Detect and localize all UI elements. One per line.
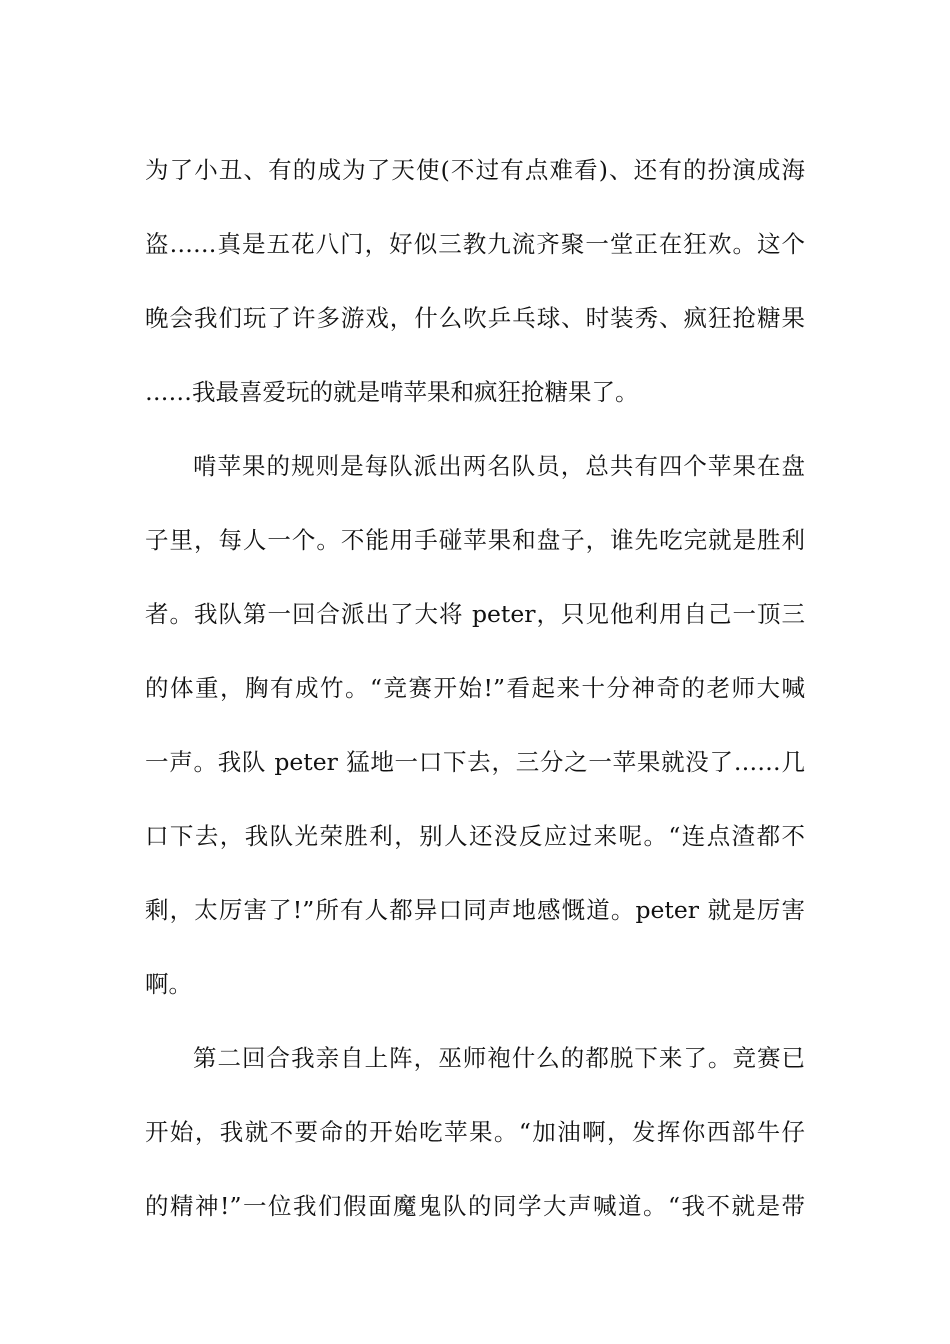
text-line: 啃苹果的规则是每队派出两名队员，总共有四个苹果在盘 bbox=[193, 452, 805, 480]
text-line: 开始，我就不要命的开始吃苹果。“加油啊，发挥你西部牛仔 bbox=[145, 1118, 805, 1146]
document-body bbox=[145, 133, 805, 1243]
text-line: 一声。我队 peter 猛地一口下去，三分之一苹果就没了……几 bbox=[145, 748, 805, 776]
text-line: 口下去，我队光荣胜利，别人还没反应过来呢。“连点渣都不 bbox=[145, 822, 805, 850]
text-line: 剩，太厉害了!”所有人都异口同声地感慨道。peter 就是厉害 bbox=[145, 896, 805, 924]
text-line: 晚会我们玩了许多游戏，什么吹乒乓球、时装秀、疯狂抢糖果 bbox=[145, 304, 805, 332]
text-line: 盗……真是五花八门，好似三教九流齐聚一堂正在狂欢。这个 bbox=[145, 230, 805, 258]
text-line: 子里，每人一个。不能用手碰苹果和盘子，谁先吃完就是胜利 bbox=[145, 526, 805, 554]
text-line: 啊。 bbox=[145, 970, 192, 998]
text-line: ……我最喜爱玩的就是啃苹果和疯狂抢糖果了。 bbox=[145, 378, 639, 406]
text-line: 的精神!”一位我们假面魔鬼队的同学大声喊道。“我不就是带 bbox=[145, 1192, 805, 1220]
text-line: 者。我队第一回合派出了大将 peter，只见他利用自己一顶三 bbox=[145, 600, 805, 628]
text-line: 为了小丑、有的成为了天使(不过有点难看)、还有的扮演成海 bbox=[145, 156, 805, 184]
text-line: 的体重，胸有成竹。“竞赛开始!”看起来十分神奇的老师大喊 bbox=[145, 674, 805, 702]
text-line: 第二回合我亲自上阵，巫师袍什么的都脱下来了。竞赛已 bbox=[193, 1044, 805, 1072]
